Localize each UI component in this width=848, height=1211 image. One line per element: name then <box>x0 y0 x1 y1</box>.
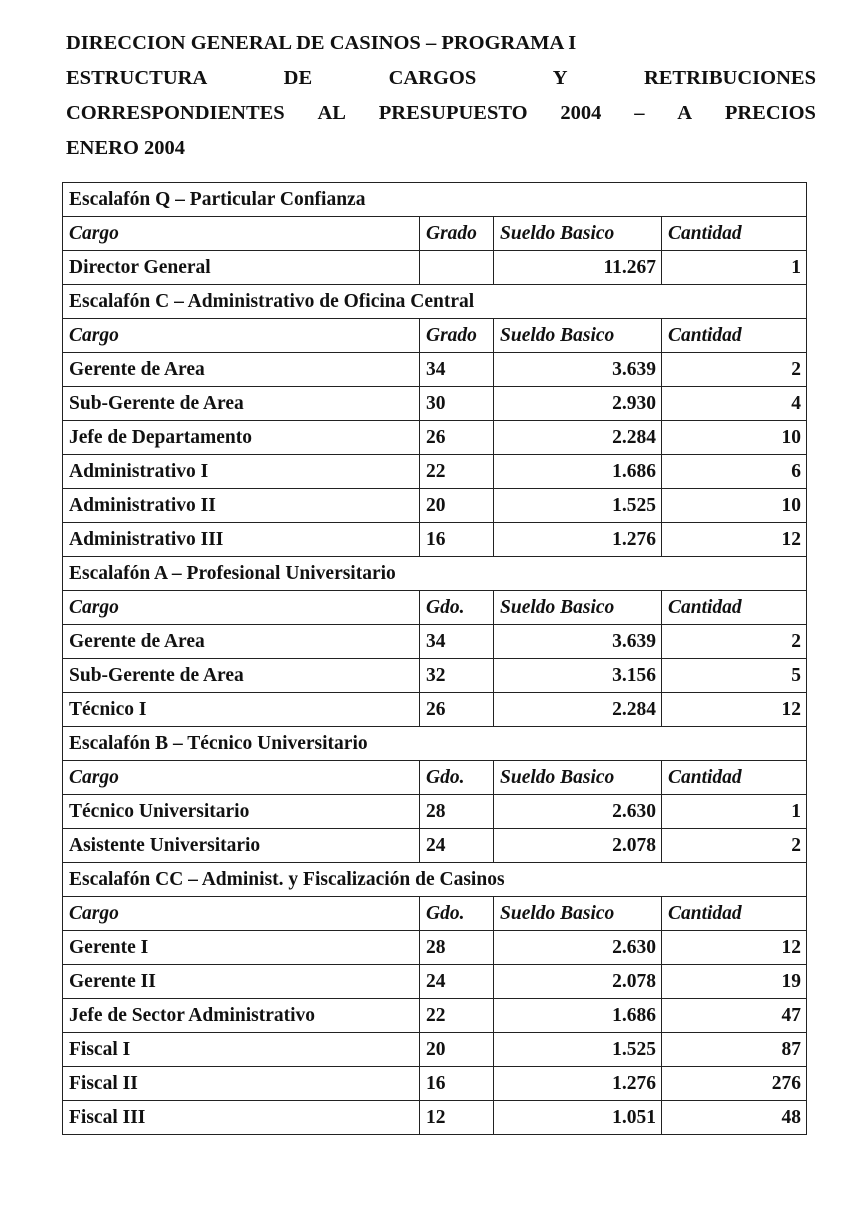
cell-sueldo: 3.639 <box>494 353 662 387</box>
table-row <box>63 421 807 455</box>
document-heading <box>66 26 816 166</box>
cell-grado: 34 <box>420 353 494 387</box>
cell-sueldo: 1.525 <box>494 489 662 523</box>
header-grado: Gdo. <box>420 591 494 625</box>
header-cantidad: Cantidad <box>662 319 807 353</box>
header-cargo: Cargo <box>63 217 420 251</box>
table-row <box>63 693 807 727</box>
column-header-row <box>63 217 807 251</box>
cell-grado: 24 <box>420 965 494 999</box>
cell-cantidad: 2 <box>662 625 807 659</box>
cell-cantidad: 12 <box>662 931 807 965</box>
section-title-row <box>63 727 807 761</box>
cell-grado: 24 <box>420 829 494 863</box>
cell-grado: 20 <box>420 1033 494 1067</box>
cell-cargo: Sub-Gerente de Area <box>63 387 420 421</box>
section-title: Escalafón CC – Administ. y Fiscalización de Casinos <box>63 863 807 897</box>
cell-cargo: Jefe de Departamento <box>63 421 420 455</box>
salary-structure-table <box>62 182 807 1135</box>
cell-cantidad: 1 <box>662 795 807 829</box>
heading-word: – <box>634 102 645 124</box>
header-sueldo: Sueldo Basico <box>494 319 662 353</box>
cell-sueldo: 2.630 <box>494 931 662 965</box>
cell-cargo: Gerente de Area <box>63 625 420 659</box>
section-title-row <box>63 863 807 897</box>
heading-line-1: DIRECCION GENERAL DE CASINOS – PROGRAMA I <box>66 32 577 54</box>
cell-sueldo: 11.267 <box>494 251 662 285</box>
cell-grado: 28 <box>420 931 494 965</box>
cell-cargo: Administrativo III <box>63 523 420 557</box>
cell-cargo: Jefe de Sector Administrativo <box>63 999 420 1033</box>
table-row <box>63 251 807 285</box>
table-body <box>63 183 807 1135</box>
cell-cantidad: 19 <box>662 965 807 999</box>
cell-cantidad: 10 <box>662 421 807 455</box>
section-title: Escalafón B – Técnico Universitario <box>63 727 807 761</box>
heading-word: 2004 <box>560 102 602 124</box>
cell-grado: 22 <box>420 999 494 1033</box>
table-row <box>63 829 807 863</box>
heading-word: RETRIBUCIONES <box>643 67 816 89</box>
cell-sueldo: 2.284 <box>494 693 662 727</box>
cell-cantidad: 2 <box>662 829 807 863</box>
cell-cantidad: 5 <box>662 659 807 693</box>
header-sueldo: Sueldo Basico <box>494 897 662 931</box>
cell-cargo: Fiscal III <box>63 1101 420 1135</box>
cell-cantidad: 12 <box>662 523 807 557</box>
table-row <box>63 387 807 421</box>
table-row <box>63 659 807 693</box>
cell-cantidad: 47 <box>662 999 807 1033</box>
cell-grado: 12 <box>420 1101 494 1135</box>
header-cargo: Cargo <box>63 761 420 795</box>
cell-sueldo: 1.276 <box>494 523 662 557</box>
table-row <box>63 1033 807 1067</box>
cell-grado: 26 <box>420 693 494 727</box>
header-grado: Gdo. <box>420 761 494 795</box>
cell-cargo: Asistente Universitario <box>63 829 420 863</box>
section-title: Escalafón Q – Particular Confianza <box>63 183 807 217</box>
heading-word: A <box>677 102 693 124</box>
cell-sueldo: 1.686 <box>494 455 662 489</box>
cell-cantidad: 48 <box>662 1101 807 1135</box>
cell-cargo: Administrativo II <box>63 489 420 523</box>
header-grado: Gdo. <box>420 897 494 931</box>
heading-word: PRESUPUESTO <box>378 102 528 124</box>
heading-line-4: ENERO 2004 <box>66 137 186 159</box>
cell-sueldo: 3.156 <box>494 659 662 693</box>
table-row <box>63 489 807 523</box>
header-grado: Grado <box>420 217 494 251</box>
cell-cargo: Fiscal I <box>63 1033 420 1067</box>
cell-cantidad: 4 <box>662 387 807 421</box>
section-title: Escalafón C – Administrativo de Oficina Central <box>63 285 807 319</box>
section-title: Escalafón A – Profesional Universitario <box>63 557 807 591</box>
cell-cargo: Técnico Universitario <box>63 795 420 829</box>
cell-sueldo: 2.078 <box>494 965 662 999</box>
heading-word: AL <box>317 102 346 124</box>
cell-grado: 28 <box>420 795 494 829</box>
header-grado: Grado <box>420 319 494 353</box>
section-title-row <box>63 285 807 319</box>
table-row <box>63 625 807 659</box>
cell-sueldo: 2.930 <box>494 387 662 421</box>
cell-cantidad: 276 <box>662 1067 807 1101</box>
header-cargo: Cargo <box>63 591 420 625</box>
cell-cargo: Técnico I <box>63 693 420 727</box>
cell-grado: 16 <box>420 1067 494 1101</box>
cell-grado: 34 <box>420 625 494 659</box>
table-row <box>63 455 807 489</box>
header-cantidad: Cantidad <box>662 217 807 251</box>
cell-cargo: Administrativo I <box>63 455 420 489</box>
cell-cantidad: 10 <box>662 489 807 523</box>
table-row <box>63 1067 807 1101</box>
cell-cargo: Fiscal II <box>63 1067 420 1101</box>
cell-grado <box>420 251 494 285</box>
cell-cargo: Sub-Gerente de Area <box>63 659 420 693</box>
cell-cargo: Director General <box>63 251 420 285</box>
column-header-row <box>63 761 807 795</box>
table-row <box>63 999 807 1033</box>
cell-sueldo: 1.276 <box>494 1067 662 1101</box>
heading-word: DE <box>283 67 313 89</box>
cell-cargo: Gerente I <box>63 931 420 965</box>
cell-cargo: Gerente II <box>63 965 420 999</box>
section-title-row <box>63 557 807 591</box>
header-cantidad: Cantidad <box>662 591 807 625</box>
header-sueldo: Sueldo Basico <box>494 591 662 625</box>
cell-grado: 30 <box>420 387 494 421</box>
cell-sueldo: 3.639 <box>494 625 662 659</box>
heading-word: Y <box>552 67 568 89</box>
heading-word: CARGOS <box>388 67 477 89</box>
cell-sueldo: 1.051 <box>494 1101 662 1135</box>
heading-line-2 <box>66 61 816 96</box>
cell-grado: 22 <box>420 455 494 489</box>
cell-cantidad: 1 <box>662 251 807 285</box>
column-header-row <box>63 897 807 931</box>
section-title-row <box>63 183 807 217</box>
table-row <box>63 795 807 829</box>
table-row <box>63 353 807 387</box>
table-row <box>63 523 807 557</box>
header-cantidad: Cantidad <box>662 897 807 931</box>
cell-sueldo: 1.686 <box>494 999 662 1033</box>
cell-grado: 26 <box>420 421 494 455</box>
cell-grado: 16 <box>420 523 494 557</box>
cell-grado: 32 <box>420 659 494 693</box>
heading-word: PRECIOS <box>724 102 816 124</box>
heading-word: CORRESPONDIENTES <box>66 102 285 124</box>
table-row <box>63 931 807 965</box>
cell-sueldo: 2.078 <box>494 829 662 863</box>
header-cargo: Cargo <box>63 319 420 353</box>
header-cargo: Cargo <box>63 897 420 931</box>
cell-sueldo: 1.525 <box>494 1033 662 1067</box>
cell-grado: 20 <box>420 489 494 523</box>
column-header-row <box>63 591 807 625</box>
header-sueldo: Sueldo Basico <box>494 217 662 251</box>
cell-sueldo: 2.630 <box>494 795 662 829</box>
header-cantidad: Cantidad <box>662 761 807 795</box>
cell-cantidad: 87 <box>662 1033 807 1067</box>
cell-cantidad: 2 <box>662 353 807 387</box>
table-row <box>63 965 807 999</box>
header-sueldo: Sueldo Basico <box>494 761 662 795</box>
heading-word: ESTRUCTURA <box>66 67 208 89</box>
column-header-row <box>63 319 807 353</box>
cell-sueldo: 2.284 <box>494 421 662 455</box>
heading-line-3 <box>66 96 816 131</box>
cell-cantidad: 12 <box>662 693 807 727</box>
table-row <box>63 1101 807 1135</box>
cell-cantidad: 6 <box>662 455 807 489</box>
cell-cargo: Gerente de Area <box>63 353 420 387</box>
